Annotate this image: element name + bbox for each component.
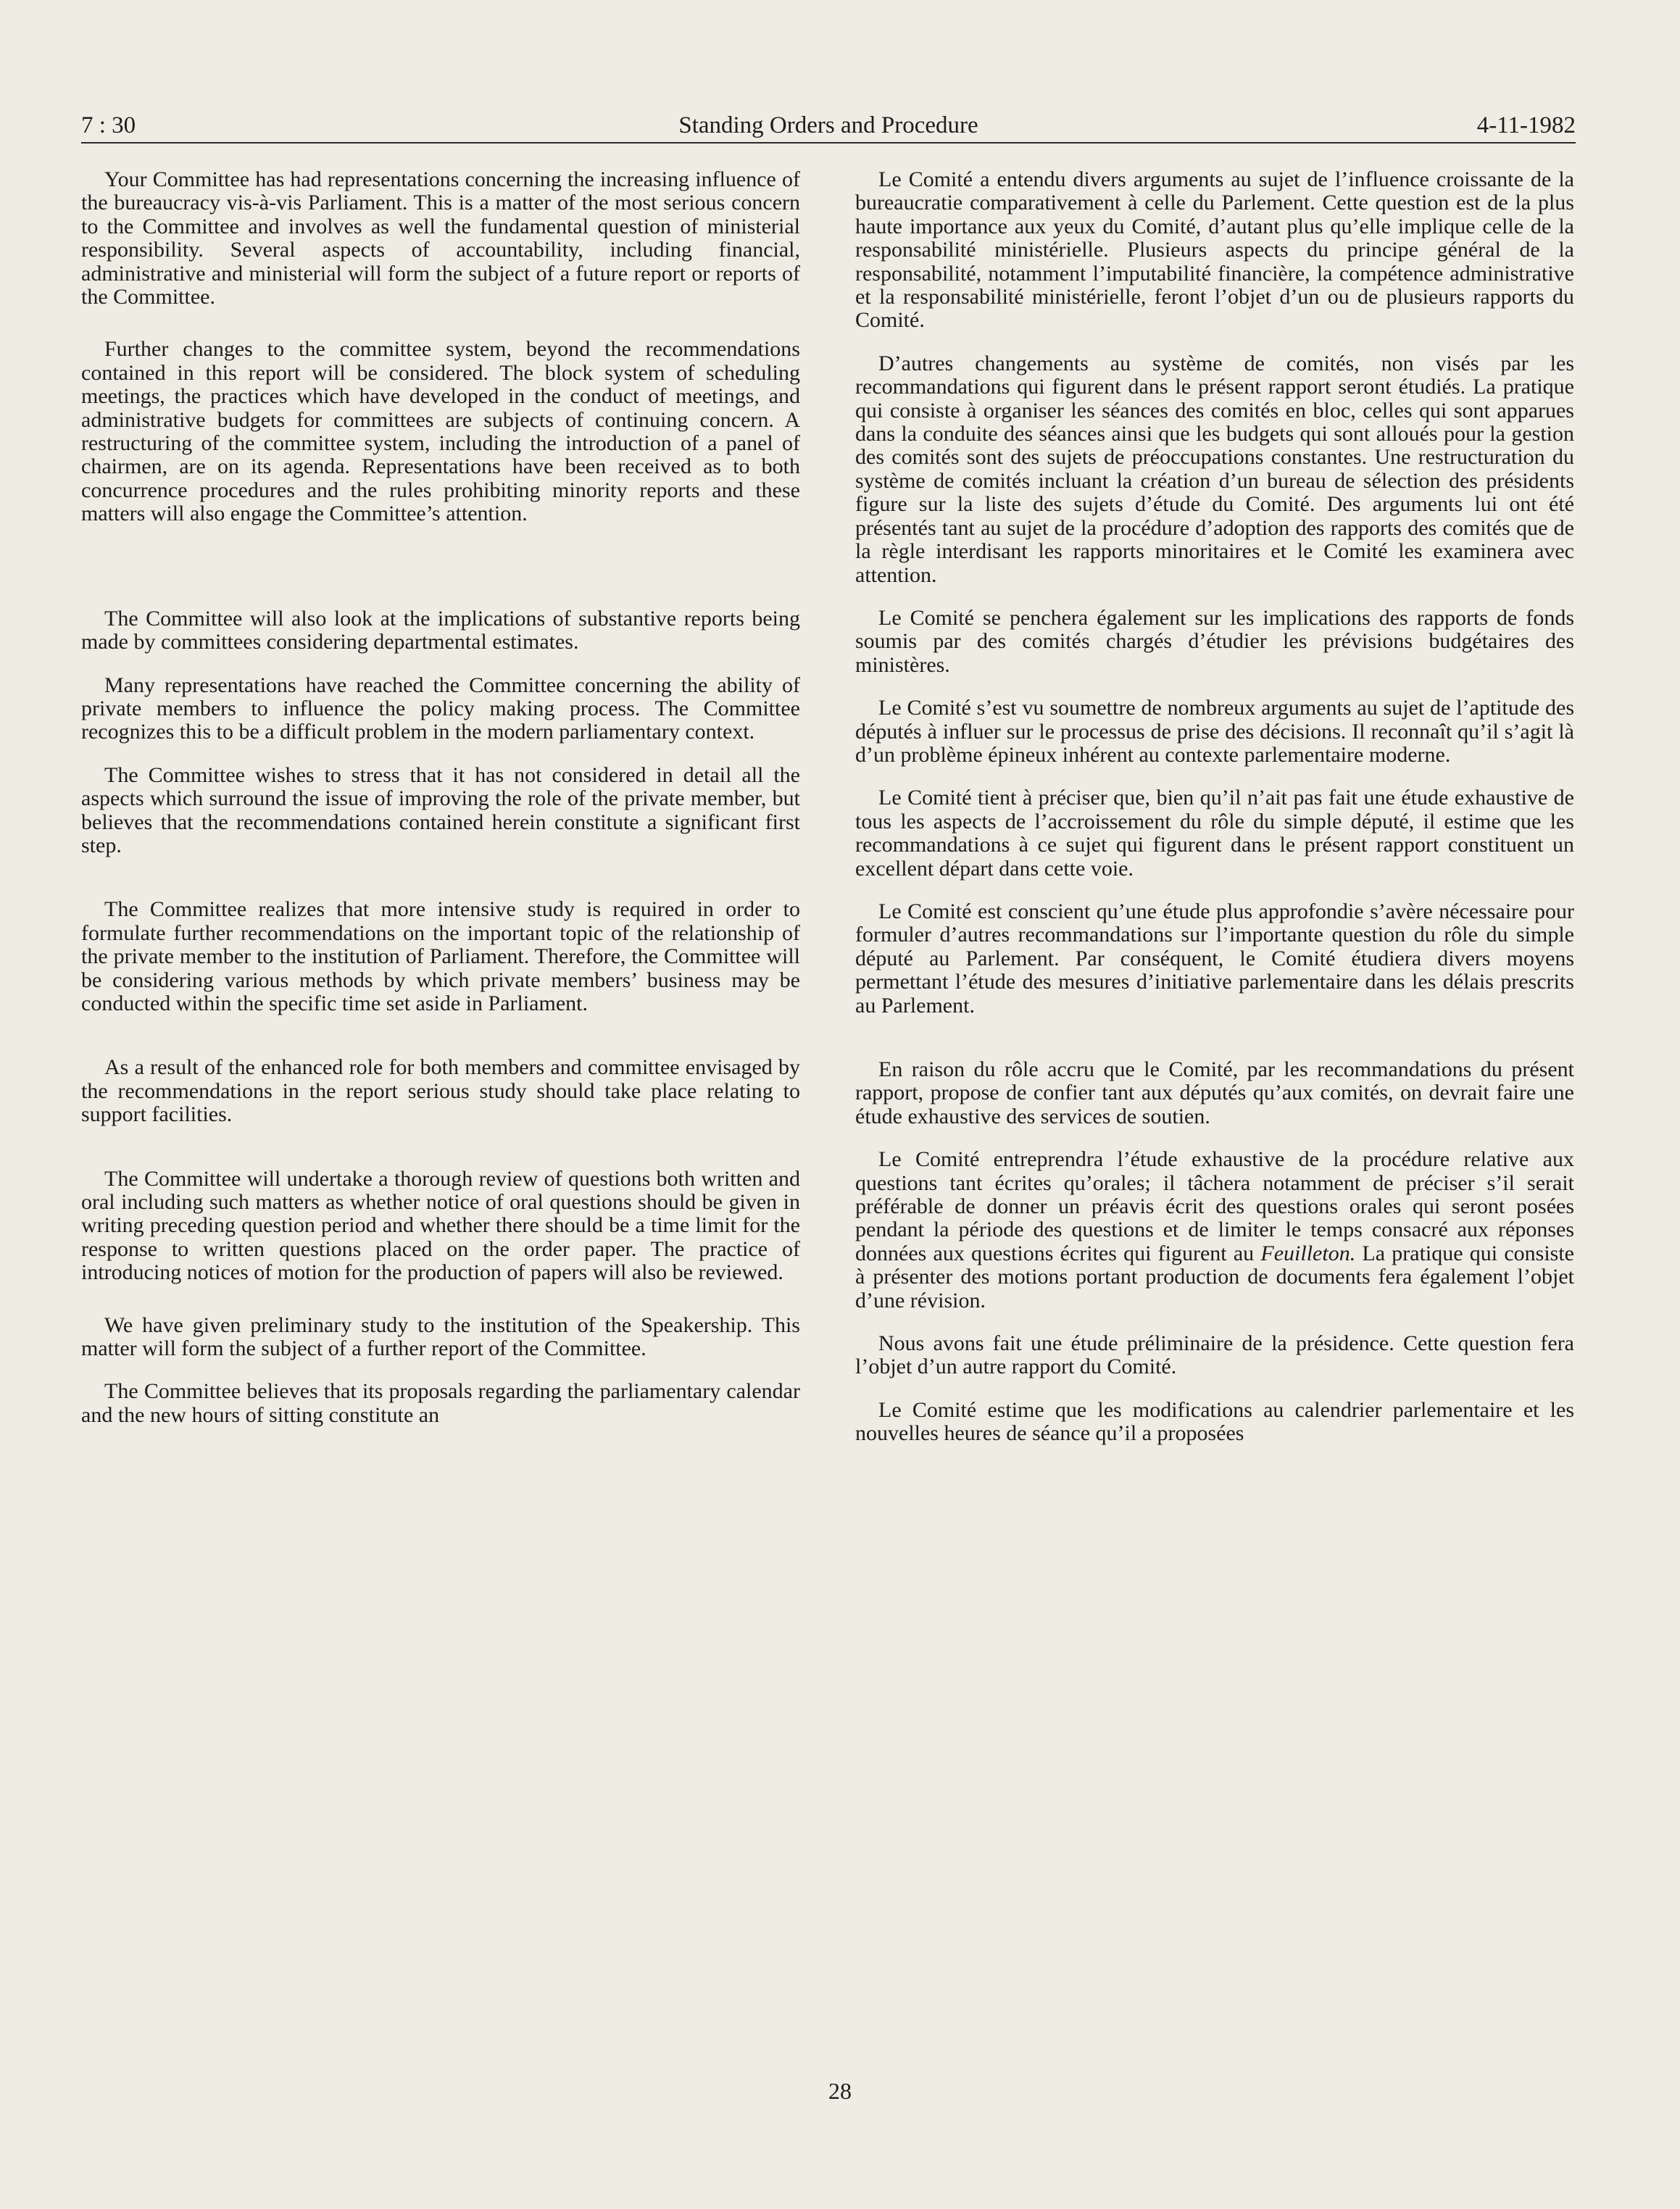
page-number: 28 xyxy=(828,2078,852,2104)
french-paragraph: Nous avons fait une étude préliminaire de la présidence. Cette question fera l’objet d’un autre rapport du Comité. xyxy=(855,1331,1574,1379)
french-column xyxy=(855,168,1574,1465)
french-paragraph: Le Comité se penchera également sur les implications des rapports de fonds soumis par des comités chargés d’étudier les prévisions budgétaires des ministères. xyxy=(855,605,1574,677)
french-paragraph: Le Comité estime que les modifications au calendrier parlementaire et les nouvelles heures de séance qu’il a proposées xyxy=(855,1397,1574,1446)
french-paragraph-feuilleton xyxy=(855,1148,1574,1312)
english-paragraph: The Committee will undertake a thorough review of questions both written and oral including such matters as whether notice of oral questions should be given in writing preceding question period and whether there should be a time limit for the response to written questions placed on the order paper. The practice of introducing notices of motion for the production of papers will also be reviewed. xyxy=(81,1166,800,1285)
english-paragraph: The Committee will also look at the implications of substantive reports being made by committees considering departmental estimates. xyxy=(81,606,800,654)
french-paragraph: Le Comité est conscient qu’une étude plus approfondie s’avère nécessaire pour formuler d’autres recommandations sur l’importante question du rôle du simple député au Parlement. Par conséquent, le Comité étudiera divers moyens permettant l’étude des mesures d’initiative parlementaire dans les délais prescrits au Parlement. xyxy=(855,899,1574,1018)
page-header xyxy=(81,109,1576,143)
english-paragraph: Your Committee has had representations concerning the increasing influence of the bureaucracy vis-à-vis Parliament. This is a matter of the most serious concern to the Committee and involves as well the fundamental question of ministerial responsibility. Several aspects of accountability, including financial, administrative and ministerial will form the subject of a future report or reports of the Committee. xyxy=(81,167,800,309)
french-paragraph: Le Comité tient à préciser que, bien qu’il n’ait pas fait une étude exhaustive de tous les aspects de l’accroissement du rôle du simple député, il estime que les recommandations à ce sujet qui figurent dans le présent rapport constituent un excellent départ dans cette voie. xyxy=(855,786,1574,881)
english-column xyxy=(81,168,800,1447)
french-paragraph: Le Comité s’est vu soumettre de nombreux arguments au sujet de l’aptitude des députés à influer sur le processus de prise des décisions. Il reconnaît qu’il s’agit là d’un problème épineux inhérent au contexte parlementaire moderne. xyxy=(855,696,1574,767)
page-reference: 7 : 30 xyxy=(81,112,136,138)
french-paragraph-text: La pratique qui consiste à présenter des motions portant production de documents fera également l’objet d’une révision. xyxy=(855,1241,1575,1312)
english-paragraph: The Committee realizes that more intensive study is required in order to formulate further recommendations on the important topic of the relationship of the private member to the institution of Parliament. Therefore, the Committee will be considering various methods by which private members’ business may be conducted within the specific time set aside in Parliament. xyxy=(81,897,800,1015)
header-date: 4-11-1982 xyxy=(1476,112,1576,138)
french-paragraph: D’autres changements au système de comités, non visés par les recommandations qui figurent dans le présent rapport seront étudiés. La pratique qui consiste à organiser les séances des comités en bloc, celles qui sont apparues dans la conduite des séances ainsi que les budgets qui sont alloués pour la gestion des comités sont des sujets de préoccupations constantes. Une restructuration du système de comités incluant la création d’un bureau de sélection des présidents figure sur la liste des sujets d’étude du Comité. Des arguments lui ont été présentés tant au sujet de la procédure d’adoption des rapports des comités que de la règle interdisant les rapports minoritaires et le Comité les examinera avec attention. xyxy=(855,351,1574,587)
english-paragraph: The Committee wishes to stress that it has not considered in detail all the aspects which surround the issue of improving the role of the private member, but believes that the recommendations contained herein constitute a significant first step. xyxy=(81,762,800,857)
english-paragraph: We have given preliminary study to the institution of the Speakership. This matter will form the subject of a further report of the Committee. xyxy=(81,1312,800,1361)
running-title: Standing Orders and Procedure xyxy=(678,112,978,138)
feuilleton-italic: Feuilleton. xyxy=(1260,1241,1356,1265)
french-paragraph: Le Comité a entendu divers arguments au sujet de l’influence croissante de la bureaucratie comparativement à celle du Parlement. Cette question est de la plus haute importance aux yeux du Comité, d’autant plus qu’elle implique celle de la responsabilité ministérielle. Plusieurs aspects du principe général de la responsabilité, notamment l’imputabilité financière, la compétence administrative et la responsabilité ministérielle, feront l’objet d’un ou de plusieurs rapports du Comité. xyxy=(855,167,1574,333)
english-paragraph: The Committee believes that its proposals regarding the parliamentary calendar and the new hours of sitting constitute an xyxy=(81,1379,800,1427)
english-paragraph: Many representations have reached the Committee concerning the ability of private members to influence the policy making process. The Committee recognizes this to be a difficult problem in the modern parliamentary context. xyxy=(81,673,800,744)
french-paragraph: En raison du rôle accru que le Comité, par les recommandations du présent rapport, propose de confier tant aux députés qu’aux comités, on devrait faire une étude exhaustive des services de soutien. xyxy=(855,1057,1574,1128)
english-paragraph: Further changes to the committee system, beyond the recommendations contained in this report will be considered. The block system of scheduling meetings, the practices which have developed in the conduct of meetings, and administrative budgets for committees are subjects of continuing concern. A restructuring of the committee system, including the introduction of a panel of chairmen, are on its agenda. Representations have been received as to both concurrence procedures and the rules prohibiting minority reports and these matters will also engage the Committee’s attention. xyxy=(81,337,800,526)
english-paragraph: As a result of the enhanced role for both members and committee envisaged by the recommendations in the report serious study should take place relating to support facilities. xyxy=(81,1055,800,1127)
french-paragraph-text: Le Comité entreprendra l’étude exhaustive de la procédure relative aux questions tant écrites qu’orales; il tâchera notamment de préciser s’il serait préférable de donner un préavis écrit des questions orales qui seront posées pendant la période des questions et de limiter le temps consacré aux réponses données aux questions écrites qui figurent au xyxy=(855,1147,1574,1265)
